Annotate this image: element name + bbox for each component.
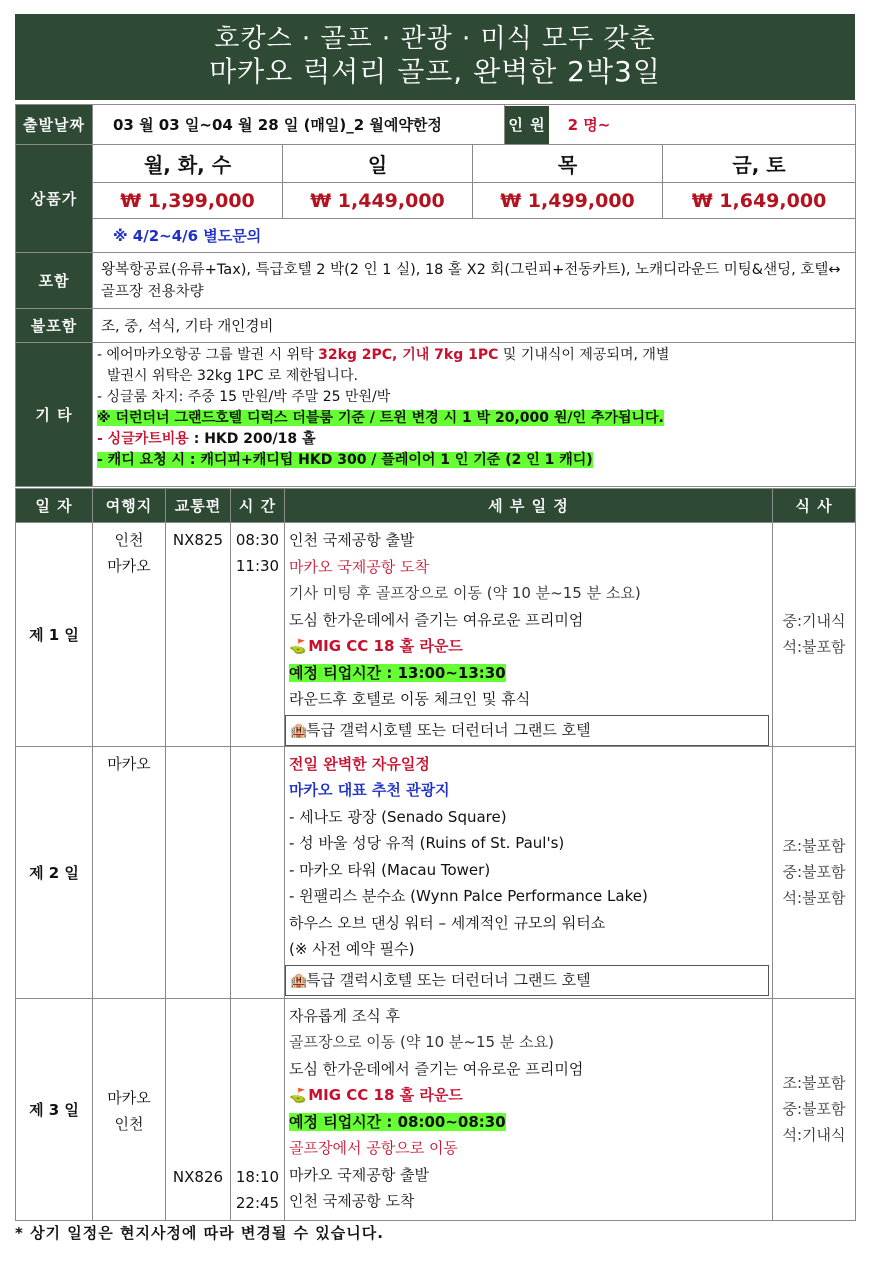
etc-line-6 — [97, 450, 851, 471]
day1-line-2: 마카오 국제공항 도착 — [289, 557, 429, 576]
etc-line-1c: 및 기내식이 제공되며, 개별 — [498, 347, 670, 363]
day1-hotel — [285, 715, 769, 746]
people-label: 인 원 — [505, 106, 549, 144]
day2-flight — [166, 746, 231, 998]
schedule-row-day1 — [16, 523, 856, 747]
day1-details — [285, 523, 773, 747]
day3-line-4: MIG CC 18 홀 라운드 — [308, 1086, 463, 1104]
day2-meal-1: 조:불포함 — [782, 837, 846, 855]
day1-line-3: 기사 미팅 후 골프장으로 이동 (약 10 분~15 분 소요) — [289, 584, 641, 602]
day3-time-2: 22:45 — [235, 1193, 280, 1212]
day3-place-1: 마카오 — [107, 1089, 151, 1107]
etc-line-5 — [97, 429, 851, 450]
departure-label: 출발날짜 — [16, 105, 93, 145]
day1-label: 제 1 일 — [16, 523, 93, 747]
price-value-4: ₩ 1,649,000 — [663, 183, 856, 219]
title-banner — [15, 14, 855, 100]
day1-hotel-text: 특급 갤럭시호텔 또는 더런더너 그랜드 호텔 — [306, 720, 591, 739]
day1-line-4: 도심 한가운데에서 즐기는 여유로운 프리미엄 — [289, 610, 584, 629]
day2-line-4: - 성 바울 성당 유적 (Ruins of St. Paul's) — [289, 834, 565, 852]
etc-line-3: - 싱글룸 차지: 주중 15 만원/박 주말 25 만원/박 — [97, 389, 391, 405]
day1-meals — [773, 523, 856, 747]
day1-place-1: 인천 — [114, 531, 144, 549]
etc-single-cart: - 싱글카트비용 — [97, 431, 189, 447]
day1-meal-1: 중:기내식 — [782, 612, 846, 631]
banner-title: 마카오 럭셔리 골프, 완벽한 2박3일 — [209, 55, 661, 88]
etc-line-1 — [97, 345, 851, 366]
product-info-table — [15, 104, 856, 487]
col-header-time: 시 간 — [231, 489, 285, 523]
day2-details — [285, 746, 773, 998]
day3-label: 제 3 일 — [16, 998, 93, 1220]
day3-line-6: 골프장에서 공항으로 이동 — [289, 1139, 458, 1157]
day1-line-5: MIG CC 18 홀 라운드 — [308, 637, 463, 655]
schedule-table — [15, 488, 856, 1221]
banner-subtitle: 호캉스 · 골프 · 관광 · 미식 모두 갖춘 — [214, 24, 656, 54]
etc-line-2: 발권시 위탁은 32kg 1PC 로 제한됩니다. — [107, 368, 358, 384]
day3-line-2: 골프장으로 이동 (약 10 분~15 분 소요) — [289, 1033, 554, 1051]
day3-teeup: 예정 티업시간 : 08:00~08:30 — [289, 1112, 506, 1131]
price-value-2: ₩ 1,449,000 — [283, 183, 473, 219]
etc-line-1a: - 에어마카오항공 그룹 발권 시 위탁 — [97, 347, 319, 363]
hotel-icon: 🏨 — [290, 722, 308, 739]
price-day-4: 금, 토 — [663, 145, 856, 183]
day3-line-8: 인천 국제공항 도착 — [289, 1192, 415, 1210]
day1-times — [231, 523, 285, 747]
schedule-row-day2 — [16, 746, 856, 998]
etc-notes — [93, 343, 856, 487]
include-value: 왕복항공료(유류+Tax), 특급호텔 2 박(2 인 1 실), 18 홀 X2 회(그린피+전동카트), 노캐디라운드 미팅&샌딩, 호텔↔골프장 전용차량 — [93, 253, 856, 309]
day2-line-1: 전일 완벽한 자유일정 — [289, 754, 430, 773]
day3-meal-2: 중:불포함 — [782, 1100, 846, 1118]
col-header-meals: 식 사 — [773, 489, 856, 523]
price-value-3: ₩ 1,499,000 — [473, 183, 663, 219]
day1-place — [93, 523, 166, 747]
departure-value: 03 월 03 일~04 월 28 일 (매일)_2 월예약한정 — [93, 105, 505, 145]
day1-place-2: 마카오 — [107, 557, 151, 575]
price-label: 상품가 — [16, 145, 93, 253]
day2-line-5: - 마카오 타워 (Macau Tower) — [289, 860, 491, 879]
day3-meals — [773, 998, 856, 1220]
day3-line-1: 자유롭게 조식 후 — [289, 1006, 400, 1025]
day1-line-1: 인천 국제공항 출발 — [289, 531, 415, 549]
day3-time-1: 18:10 — [235, 1167, 280, 1186]
etc-line-4-text: ※ 더런더너 그랜드호텔 디럭스 더블룸 기준 / 트윈 변경 시 1 박 20,000 원/인 추가됩니다. — [97, 410, 664, 426]
price-note: ※ 4/2~4/6 별도문의 — [93, 219, 856, 253]
etc-line-6-text: - 캐디 요청 시 : 캐디피+캐디팁 HKD 300 / 플레이어 1 인 기준 (2 인 1 캐디) — [97, 452, 593, 468]
col-header-transport: 교통편 — [166, 489, 231, 523]
col-header-place: 여행지 — [93, 489, 166, 523]
day2-meal-2: 중:불포함 — [782, 863, 846, 881]
day3-golf-round — [289, 1082, 768, 1109]
day3-times — [231, 998, 285, 1220]
footnote: * 상기 일정은 현지사정에 따라 변경될 수 있습니다. — [15, 1224, 384, 1242]
day1-time-2: 11:30 — [235, 557, 280, 575]
day3-flight: NX826 — [166, 998, 231, 1220]
day3-meal-1: 조:불포함 — [782, 1074, 846, 1092]
day3-details — [285, 998, 773, 1220]
people-value: 2 명~ — [567, 115, 611, 134]
exclude-label: 불포함 — [16, 309, 93, 343]
day1-flight: NX825 — [166, 523, 231, 747]
include-label: 포함 — [16, 253, 93, 309]
day2-place: 마카오 — [93, 746, 166, 998]
day2-line-3: - 세나도 광장 (Senado Square) — [289, 807, 507, 826]
exclude-value: 조, 중, 석식, 기타 개인경비 — [93, 309, 856, 343]
day1-line-7: 라운드후 호텔로 이동 체크인 및 휴식 — [289, 690, 531, 708]
day3-meal-3: 석:기내식 — [782, 1126, 846, 1144]
day3-place — [93, 998, 166, 1220]
day2-line-2: 마카오 대표 추천 관광지 — [289, 781, 450, 799]
price-day-3: 목 — [473, 145, 663, 183]
day2-line-6: - 윈팰리스 분수쇼 (Wynn Palce Performance Lake) — [289, 887, 648, 905]
col-header-day: 일 자 — [16, 489, 93, 523]
day3-place-2: 인천 — [114, 1115, 144, 1133]
day1-teeup: 예정 티업시간 : 13:00~13:30 — [289, 663, 506, 682]
col-header-details: 세 부 일 정 — [285, 489, 773, 523]
day3-line-3: 도심 한가운데에서 즐기는 여유로운 프리미엄 — [289, 1059, 584, 1078]
etc-label: 기 타 — [16, 343, 93, 487]
day1-golf-round — [289, 633, 768, 660]
day2-times — [231, 746, 285, 998]
etc-single-cart-price: : HKD 200/18 홀 — [188, 431, 316, 447]
day2-label: 제 2 일 — [16, 746, 93, 998]
golf-icon: ⛳ — [289, 1088, 307, 1104]
price-value-1: ₩ 1,399,000 — [93, 183, 283, 219]
day3-line-7: 마카오 국제공항 출발 — [289, 1165, 429, 1184]
day2-hotel — [285, 965, 769, 996]
day2-meals — [773, 746, 856, 998]
etc-line-4 — [97, 408, 851, 429]
day1-meal-2: 석:불포함 — [782, 638, 846, 657]
day1-time-1: 08:30 — [235, 531, 280, 549]
day2-line-8: (※ 사전 예약 필수) — [289, 940, 415, 958]
hotel-icon: 🏨 — [290, 972, 308, 989]
price-day-1: 월, 화, 수 — [93, 145, 283, 183]
day2-line-7: 하우스 오브 댄싱 워터 – 세계적인 규모의 워터쇼 — [289, 913, 606, 932]
day2-hotel-text: 특급 갤럭시호텔 또는 더런더너 그랜드 호텔 — [306, 970, 591, 989]
golf-icon: ⛳ — [289, 639, 307, 655]
day2-meal-3: 석:불포함 — [782, 889, 846, 907]
etc-baggage: 32kg 2PC, 기내 7kg 1PC — [318, 347, 499, 363]
price-day-2: 일 — [283, 145, 473, 183]
schedule-row-day3 — [16, 998, 856, 1220]
